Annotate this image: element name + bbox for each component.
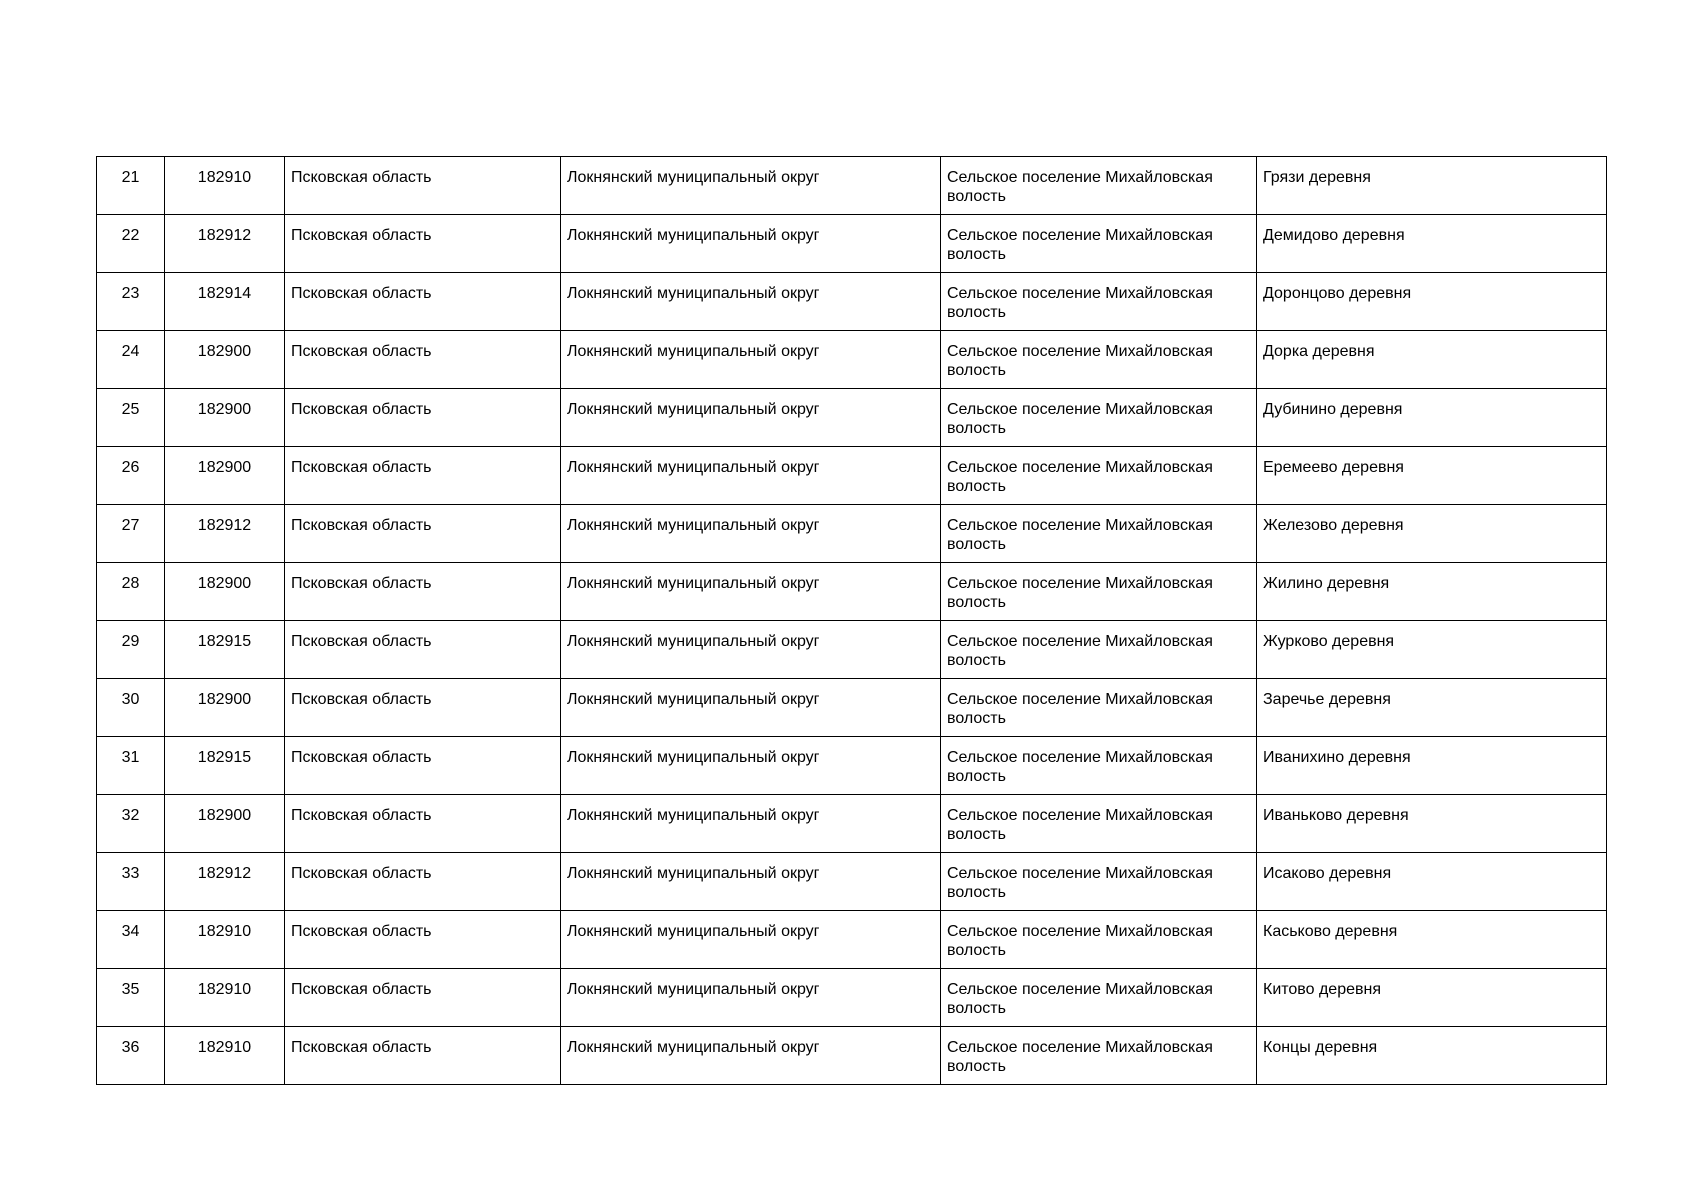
postal-index: 182900 — [165, 389, 285, 447]
postal-index: 182900 — [165, 679, 285, 737]
region-cell: Псковская область — [285, 505, 561, 563]
postal-index: 182900 — [165, 331, 285, 389]
row-number: 33 — [97, 853, 165, 911]
locality-cell: Заречье деревня — [1257, 679, 1607, 737]
settlement-cell: Сельское поселение Михайловская волость — [941, 157, 1257, 215]
region-cell: Псковская область — [285, 911, 561, 969]
settlement-cell: Сельское поселение Михайловская волость — [941, 969, 1257, 1027]
locality-cell: Грязи деревня — [1257, 157, 1607, 215]
postal-index: 182910 — [165, 157, 285, 215]
settlement-cell: Сельское поселение Михайловская волость — [941, 621, 1257, 679]
row-number: 23 — [97, 273, 165, 331]
row-number: 24 — [97, 331, 165, 389]
row-number: 35 — [97, 969, 165, 1027]
locality-cell: Жилино деревня — [1257, 563, 1607, 621]
locality-cell: Исаково деревня — [1257, 853, 1607, 911]
settlement-cell: Сельское поселение Михайловская волость — [941, 853, 1257, 911]
locality-cell: Журково деревня — [1257, 621, 1607, 679]
settlement-cell: Сельское поселение Михайловская волость — [941, 215, 1257, 273]
district-cell: Локнянский муниципальный округ — [561, 853, 941, 911]
row-number: 28 — [97, 563, 165, 621]
region-cell: Псковская область — [285, 853, 561, 911]
locality-cell: Иваньково деревня — [1257, 795, 1607, 853]
row-number: 31 — [97, 737, 165, 795]
row-number: 27 — [97, 505, 165, 563]
district-cell: Локнянский муниципальный округ — [561, 389, 941, 447]
district-cell: Локнянский муниципальный округ — [561, 679, 941, 737]
row-number: 34 — [97, 911, 165, 969]
settlement-cell: Сельское поселение Михайловская волость — [941, 563, 1257, 621]
table-row — [97, 1027, 1607, 1085]
region-cell: Псковская область — [285, 215, 561, 273]
locality-cell: Концы деревня — [1257, 1027, 1607, 1085]
district-cell: Локнянский муниципальный округ — [561, 505, 941, 563]
district-cell: Локнянский муниципальный округ — [561, 157, 941, 215]
table-row — [97, 621, 1607, 679]
district-cell: Локнянский муниципальный округ — [561, 331, 941, 389]
row-number: 36 — [97, 1027, 165, 1085]
district-cell: Локнянский муниципальный округ — [561, 447, 941, 505]
region-cell: Псковская область — [285, 621, 561, 679]
district-cell: Локнянский муниципальный округ — [561, 795, 941, 853]
postal-index: 182915 — [165, 621, 285, 679]
settlement-cell: Сельское поселение Михайловская волость — [941, 389, 1257, 447]
postal-index: 182900 — [165, 447, 285, 505]
district-cell: Локнянский муниципальный округ — [561, 911, 941, 969]
district-cell: Локнянский муниципальный округ — [561, 1027, 941, 1085]
region-cell: Псковская область — [285, 389, 561, 447]
row-number: 26 — [97, 447, 165, 505]
settlement-cell: Сельское поселение Михайловская волость — [941, 331, 1257, 389]
table-row — [97, 853, 1607, 911]
postal-index: 182912 — [165, 505, 285, 563]
row-number: 29 — [97, 621, 165, 679]
district-cell: Локнянский муниципальный округ — [561, 273, 941, 331]
table-row — [97, 911, 1607, 969]
postal-index: 182900 — [165, 795, 285, 853]
postal-index: 182912 — [165, 215, 285, 273]
table-row — [97, 679, 1607, 737]
district-cell: Локнянский муниципальный округ — [561, 563, 941, 621]
row-number: 30 — [97, 679, 165, 737]
district-cell: Локнянский муниципальный округ — [561, 215, 941, 273]
row-number: 25 — [97, 389, 165, 447]
table-row — [97, 273, 1607, 331]
settlement-cell: Сельское поселение Михайловская волость — [941, 911, 1257, 969]
address-table — [96, 156, 1607, 1085]
table-row — [97, 157, 1607, 215]
postal-index: 182910 — [165, 1027, 285, 1085]
row-number: 22 — [97, 215, 165, 273]
table-body — [97, 157, 1607, 1085]
table-row — [97, 795, 1607, 853]
locality-cell: Китово деревня — [1257, 969, 1607, 1027]
postal-index: 182910 — [165, 911, 285, 969]
region-cell: Псковская область — [285, 157, 561, 215]
locality-cell: Дорка деревня — [1257, 331, 1607, 389]
region-cell: Псковская область — [285, 969, 561, 1027]
table-row — [97, 505, 1607, 563]
table-row — [97, 737, 1607, 795]
table-row — [97, 215, 1607, 273]
district-cell: Локнянский муниципальный округ — [561, 621, 941, 679]
settlement-cell: Сельское поселение Михайловская волость — [941, 505, 1257, 563]
district-cell: Локнянский муниципальный округ — [561, 737, 941, 795]
postal-index: 182910 — [165, 969, 285, 1027]
settlement-cell: Сельское поселение Михайловская волость — [941, 737, 1257, 795]
locality-cell: Демидово деревня — [1257, 215, 1607, 273]
postal-index: 182912 — [165, 853, 285, 911]
table-row — [97, 331, 1607, 389]
locality-cell: Железово деревня — [1257, 505, 1607, 563]
row-number: 32 — [97, 795, 165, 853]
table-row — [97, 389, 1607, 447]
table-row — [97, 969, 1607, 1027]
region-cell: Псковская область — [285, 737, 561, 795]
district-cell: Локнянский муниципальный округ — [561, 969, 941, 1027]
settlement-cell: Сельское поселение Михайловская волость — [941, 1027, 1257, 1085]
region-cell: Псковская область — [285, 273, 561, 331]
region-cell: Псковская область — [285, 795, 561, 853]
region-cell: Псковская область — [285, 331, 561, 389]
settlement-cell: Сельское поселение Михайловская волость — [941, 447, 1257, 505]
region-cell: Псковская область — [285, 563, 561, 621]
region-cell: Псковская область — [285, 447, 561, 505]
region-cell: Псковская область — [285, 679, 561, 737]
postal-index: 182914 — [165, 273, 285, 331]
locality-cell: Каськово деревня — [1257, 911, 1607, 969]
settlement-cell: Сельское поселение Михайловская волость — [941, 679, 1257, 737]
settlement-cell: Сельское поселение Михайловская волость — [941, 795, 1257, 853]
postal-index: 182900 — [165, 563, 285, 621]
region-cell: Псковская область — [285, 1027, 561, 1085]
locality-cell: Доронцово деревня — [1257, 273, 1607, 331]
locality-cell: Иванихино деревня — [1257, 737, 1607, 795]
locality-cell: Еремеево деревня — [1257, 447, 1607, 505]
table-row — [97, 447, 1607, 505]
table-row — [97, 563, 1607, 621]
locality-cell: Дубинино деревня — [1257, 389, 1607, 447]
postal-index: 182915 — [165, 737, 285, 795]
row-number: 21 — [97, 157, 165, 215]
settlement-cell: Сельское поселение Михайловская волость — [941, 273, 1257, 331]
